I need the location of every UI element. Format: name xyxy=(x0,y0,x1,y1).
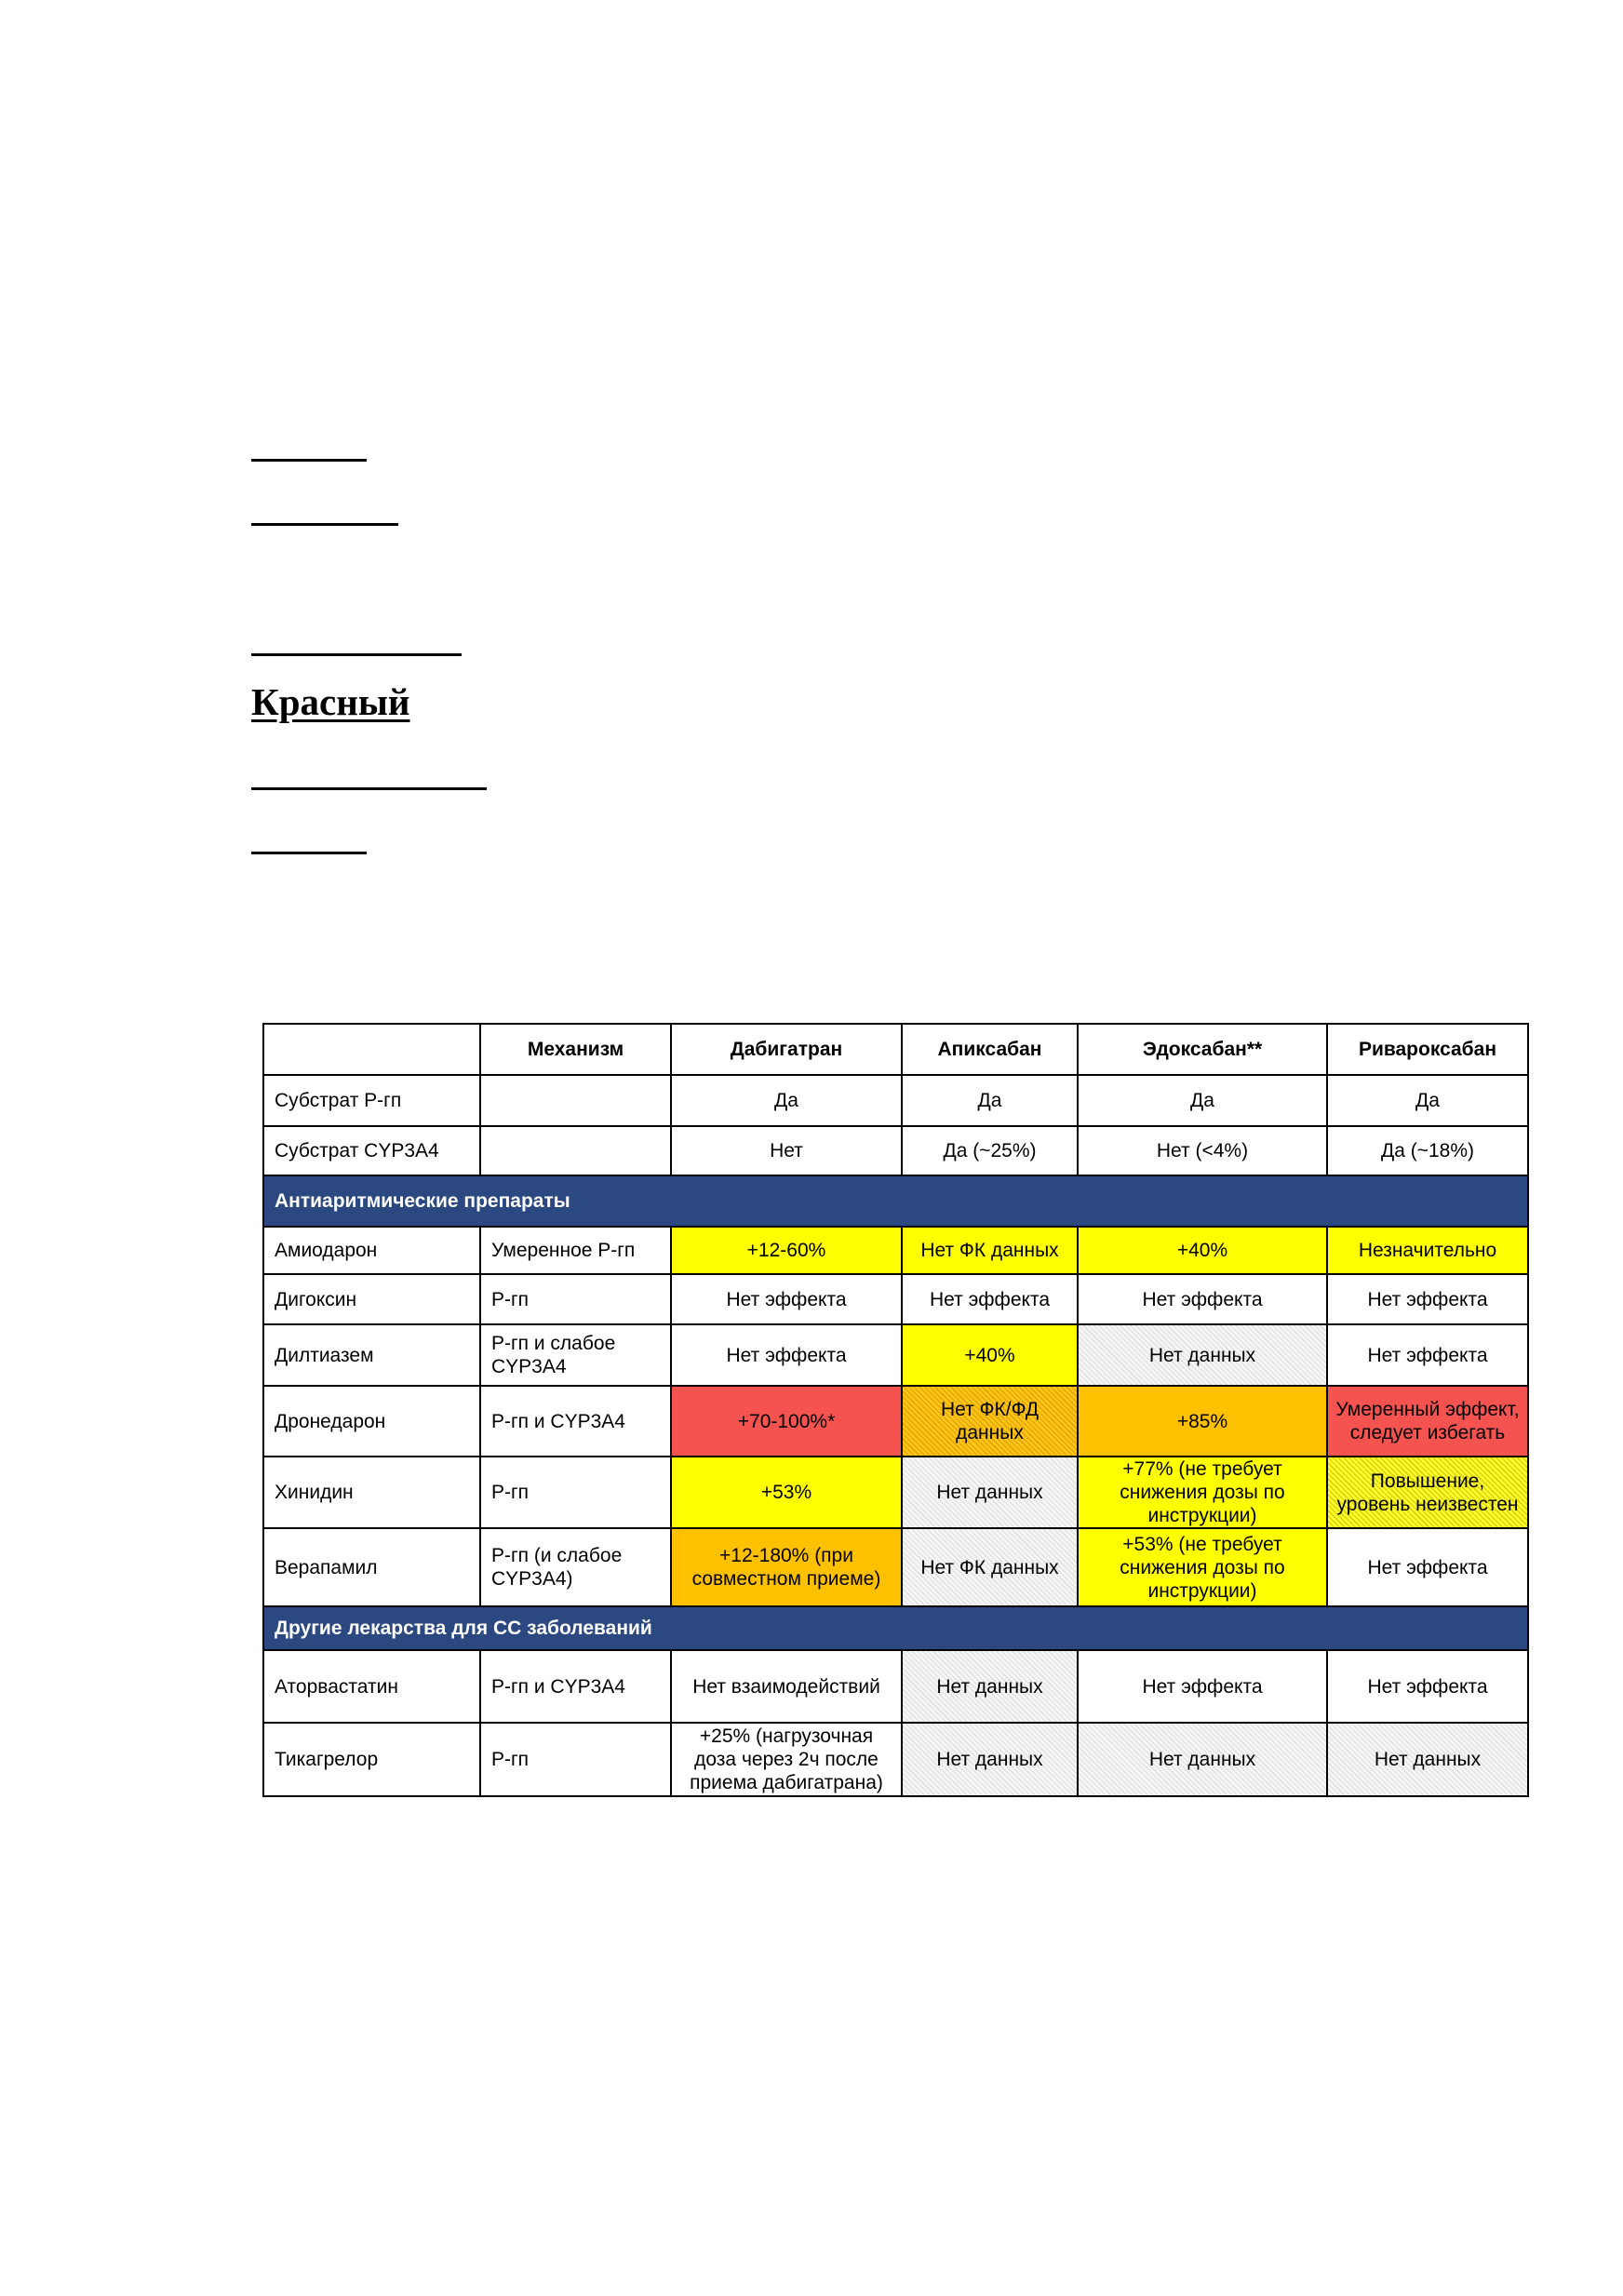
cell-dabigatran: Нет эффекта xyxy=(671,1324,902,1386)
cell-rivaroxaban: Умеренный эффект, следует избегать xyxy=(1327,1386,1528,1457)
row-name: Хинидин xyxy=(263,1457,480,1528)
section-title: Антиаритмические препараты xyxy=(263,1175,1528,1227)
row-name: Дронедарон xyxy=(263,1386,480,1457)
legend-line-3 xyxy=(251,653,462,656)
cell-dabigatran: Нет эффекта xyxy=(671,1274,902,1324)
cell-dabigatran: Нет взаимодействий xyxy=(671,1650,902,1723)
row-name: Аторвастатин xyxy=(263,1650,480,1723)
row-mechanism: Р-гп (и слабое CYP3A4) xyxy=(480,1528,671,1606)
table-header-row xyxy=(263,1024,1528,1075)
section-header-antiarrhythmic xyxy=(263,1175,1528,1227)
cell-apixaban: +40% xyxy=(902,1324,1078,1386)
cell-apixaban: Нет данных xyxy=(902,1457,1078,1528)
legend-line-5 xyxy=(251,787,487,790)
cell-apixaban: Да (~25%) xyxy=(902,1126,1078,1175)
legend-line-6 xyxy=(251,852,367,854)
section-header-other xyxy=(263,1606,1528,1650)
table-row xyxy=(263,1075,1528,1126)
legend-line-1 xyxy=(251,459,367,462)
table-row xyxy=(263,1650,1528,1723)
cell-rivaroxaban: Повышение, уровень неизвестен xyxy=(1327,1457,1528,1528)
cell-apixaban: Да xyxy=(902,1075,1078,1126)
cell-apixaban: Нет ФК данных xyxy=(902,1227,1078,1274)
row-name: Верапамил xyxy=(263,1528,480,1606)
cell-apixaban: Нет ФК данных xyxy=(902,1528,1078,1606)
header-apixaban: Апиксабан xyxy=(902,1024,1078,1075)
row-mechanism xyxy=(480,1126,671,1175)
cell-apixaban: Нет данных xyxy=(902,1650,1078,1723)
cell-dabigatran: Нет xyxy=(671,1126,902,1175)
cell-dabigatran: +12-60% xyxy=(671,1227,902,1274)
table-row xyxy=(263,1227,1528,1274)
cell-rivaroxaban: Незначительно xyxy=(1327,1227,1528,1274)
cell-edoxaban: Нет данных xyxy=(1078,1324,1327,1386)
row-mechanism: Р-гп xyxy=(480,1274,671,1324)
cell-edoxaban: Нет эффекта xyxy=(1078,1650,1327,1723)
cell-apixaban: Нет ФК/ФД данных xyxy=(902,1386,1078,1457)
row-mechanism xyxy=(480,1075,671,1126)
cell-edoxaban: +77% (не требует снижения дозы по инструкции) xyxy=(1078,1457,1327,1528)
cell-apixaban: Нет эффекта xyxy=(902,1274,1078,1324)
table-row xyxy=(263,1324,1528,1386)
row-name: Дилтиазем xyxy=(263,1324,480,1386)
cell-edoxaban: +40% xyxy=(1078,1227,1327,1274)
row-mechanism: Р-гп xyxy=(480,1457,671,1528)
cell-rivaroxaban: Нет эффекта xyxy=(1327,1324,1528,1386)
legend-red-label: Красный xyxy=(251,680,410,723)
row-mechanism: Р-гп и CYP3A4 xyxy=(480,1386,671,1457)
cell-dabigatran: +12-180% (при совместном приеме) xyxy=(671,1528,902,1606)
table-row xyxy=(263,1528,1528,1606)
header-dabigatran: Дабигатран xyxy=(671,1024,902,1075)
cell-rivaroxaban: Нет эффекта xyxy=(1327,1274,1528,1324)
cell-dabigatran: +70-100%* xyxy=(671,1386,902,1457)
cell-dabigatran: +53% xyxy=(671,1457,902,1528)
cell-edoxaban: +85% xyxy=(1078,1386,1327,1457)
row-mechanism: Р-гп и слабое CYP3A4 xyxy=(480,1324,671,1386)
cell-rivaroxaban: Нет эффекта xyxy=(1327,1650,1528,1723)
header-mechanism: Механизм xyxy=(480,1024,671,1075)
cell-rivaroxaban: Нет эффекта xyxy=(1327,1528,1528,1606)
cell-apixaban: Нет данных xyxy=(902,1723,1078,1796)
cell-rivaroxaban: Да (~18%) xyxy=(1327,1126,1528,1175)
table-row xyxy=(263,1274,1528,1324)
section-title: Другие лекарства для СС заболеваний xyxy=(263,1606,1528,1650)
table-row xyxy=(263,1723,1528,1796)
row-name: Тикагрелор xyxy=(263,1723,480,1796)
row-name: Субстрат CYP3A4 xyxy=(263,1126,480,1175)
drug-interaction-table xyxy=(262,1023,1529,1797)
header-edoxaban: Эдоксабан** xyxy=(1078,1024,1327,1075)
cell-edoxaban: Нет данных xyxy=(1078,1723,1327,1796)
cell-edoxaban: +53% (не требует снижения дозы по инструкции) xyxy=(1078,1528,1327,1606)
cell-rivaroxaban: Да xyxy=(1327,1075,1528,1126)
header-cell-empty xyxy=(263,1024,480,1075)
row-mechanism: Р-гп xyxy=(480,1723,671,1796)
cell-edoxaban: Да xyxy=(1078,1075,1327,1126)
row-mechanism: Р-гп и CYP3A4 xyxy=(480,1650,671,1723)
table-row xyxy=(263,1457,1528,1528)
row-name: Дигоксин xyxy=(263,1274,480,1324)
cell-dabigatran: Да xyxy=(671,1075,902,1126)
header-rivaroxaban: Ривароксабан xyxy=(1327,1024,1528,1075)
legend-line-2 xyxy=(251,523,398,526)
cell-rivaroxaban: Нет данных xyxy=(1327,1723,1528,1796)
row-name: Амиодарон xyxy=(263,1227,480,1274)
row-mechanism: Умеренное Р-гп xyxy=(480,1227,671,1274)
table-row xyxy=(263,1126,1528,1175)
cell-dabigatran: +25% (нагрузочная доза через 2ч после приема дабигатрана) xyxy=(671,1723,902,1796)
cell-edoxaban: Нет (<4%) xyxy=(1078,1126,1327,1175)
table-row xyxy=(263,1386,1528,1457)
row-name: Субстрат Р-гп xyxy=(263,1075,480,1126)
cell-edoxaban: Нет эффекта xyxy=(1078,1274,1327,1324)
